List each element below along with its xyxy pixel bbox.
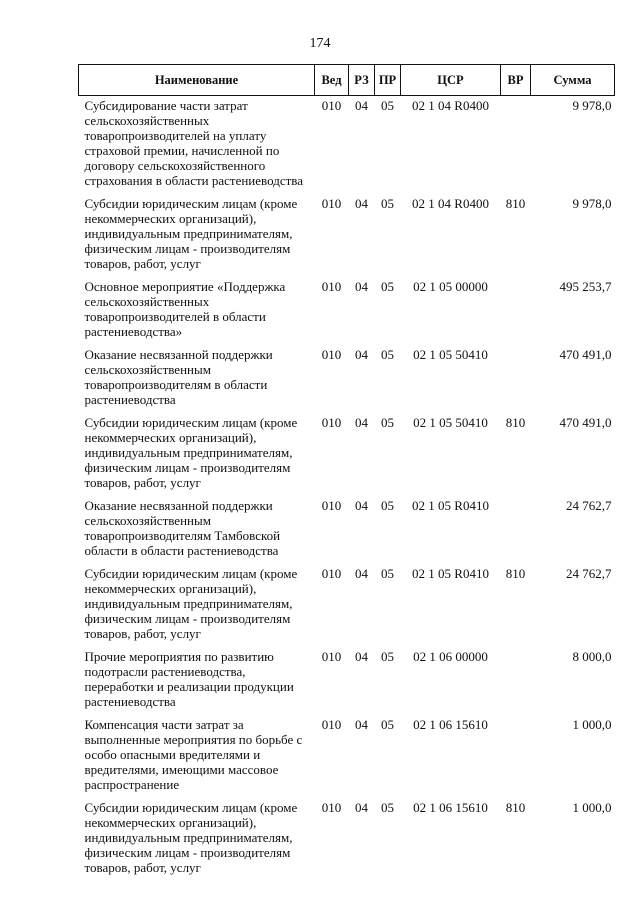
cell-sum: 24 762,7 (566, 566, 612, 581)
cell-ved: 010 (321, 415, 342, 430)
cell-vr (501, 496, 531, 564)
cell-pr: 05 (381, 279, 394, 294)
cell-vr (501, 647, 531, 715)
cell-csr: 02 1 04 R0400 (412, 98, 489, 113)
cell-pr: 05 (381, 196, 394, 211)
cell-vr (501, 715, 531, 798)
cell-rz: 04 (355, 649, 368, 664)
header-vr: ВР (501, 65, 531, 96)
header-ved: Вед (315, 65, 349, 96)
table-row (79, 647, 615, 715)
header-name: Наименование (79, 65, 315, 96)
table-row (79, 345, 615, 413)
table-row (79, 277, 615, 345)
header-rz: РЗ (349, 65, 375, 96)
cell-vr: 810 (505, 566, 526, 581)
header-csr: ЦСР (401, 65, 501, 96)
cell-csr: 02 1 05 50410 (413, 347, 488, 362)
cell-ved: 010 (321, 566, 342, 581)
cell-csr: 02 1 05 50410 (413, 415, 488, 430)
cell-csr: 02 1 05 R0410 (412, 566, 489, 581)
table-row (79, 413, 615, 496)
cell-ved: 010 (321, 717, 342, 732)
header-row (79, 65, 615, 96)
cell-name: Субсидирование части затрат сельскохозяйственных товаропроизводителей на уплату страховой премии, начисленной по договору сельскохозяйственного страхования в области растениеводства (84, 98, 304, 188)
cell-sum: 1 000,0 (572, 717, 612, 732)
cell-ved: 010 (321, 196, 342, 211)
cell-pr: 05 (381, 566, 394, 581)
cell-name: Субсидии юридическим лицам (кроме некоммерческих организаций), индивидуальным предпринимателям, физическим лицам - производителям товаров, работ, услуг (84, 196, 298, 271)
cell-pr: 05 (381, 717, 394, 732)
cell-csr: 02 1 04 R0400 (412, 196, 489, 211)
cell-csr: 02 1 05 R0410 (412, 498, 489, 513)
cell-ved: 010 (321, 498, 342, 513)
header-sum: Сумма (531, 65, 615, 96)
cell-pr: 05 (381, 347, 394, 362)
cell-csr: 02 1 06 00000 (413, 649, 488, 664)
cell-rz: 04 (355, 800, 368, 815)
cell-ved: 010 (321, 98, 342, 113)
cell-pr: 05 (381, 649, 394, 664)
cell-rz: 04 (355, 279, 368, 294)
cell-ved: 010 (321, 279, 342, 294)
cell-rz: 04 (355, 717, 368, 732)
cell-name: Прочие мероприятия по развитию подотрасли растениеводства, переработки и реализации продукции растениеводства (84, 649, 294, 709)
cell-csr: 02 1 06 15610 (413, 717, 488, 732)
cell-name: Субсидии юридическим лицам (кроме некоммерческих организаций), индивидуальным предпринимателям, физическим лицам - производителям товаров, работ, услуг (84, 415, 298, 490)
table-row (79, 194, 615, 277)
cell-sum: 24 762,7 (566, 498, 612, 513)
table-body (79, 96, 615, 882)
cell-csr: 02 1 05 00000 (413, 279, 488, 294)
cell-vr (501, 277, 531, 345)
cell-sum: 470 491,0 (559, 347, 612, 362)
cell-ved: 010 (321, 800, 342, 815)
table-header (79, 65, 615, 96)
cell-sum: 1 000,0 (572, 800, 612, 815)
cell-vr: 810 (505, 196, 526, 211)
table-row (79, 496, 615, 564)
page-number: 174 (309, 36, 331, 51)
budget-table (78, 64, 615, 881)
cell-rz: 04 (355, 347, 368, 362)
cell-rz: 04 (355, 566, 368, 581)
cell-pr: 05 (381, 415, 394, 430)
cell-rz: 04 (355, 415, 368, 430)
cell-name: Компенсация части затрат за выполненные мероприятия по борьбе с особо опасными вредителями и вредителями, имеющими массовое распространение (84, 717, 303, 792)
table-row (79, 798, 615, 881)
cell-vr (501, 345, 531, 413)
cell-name: Основное мероприятие «Поддержка сельскохозяйственных товаропроизводителей в области растениеводства» (84, 279, 286, 339)
table-row (79, 96, 615, 195)
cell-rz: 04 (355, 498, 368, 513)
cell-pr: 05 (381, 800, 394, 815)
cell-sum: 9 978,0 (572, 98, 612, 113)
header-pr: ПР (375, 65, 401, 96)
cell-name: Субсидии юридическим лицам (кроме некоммерческих организаций), индивидуальным предпринимателям, физическим лицам - производителям товаров, работ, услуг (84, 566, 298, 641)
cell-name: Субсидии юридическим лицам (кроме некоммерческих организаций), индивидуальным предпринимателям, физическим лицам - производителям товаров, работ, услуг (84, 800, 298, 875)
cell-vr: 810 (505, 800, 526, 815)
cell-sum: 470 491,0 (559, 415, 612, 430)
cell-sum: 9 978,0 (572, 196, 612, 211)
cell-vr: 810 (505, 415, 526, 430)
cell-rz: 04 (355, 196, 368, 211)
cell-name: Оказание несвязанной поддержки сельскохозяйственным товаропроизводителям Тамбовской области в области растениеводства (84, 498, 281, 558)
cell-rz: 04 (355, 98, 368, 113)
cell-csr: 02 1 06 15610 (413, 800, 488, 815)
cell-name: Оказание несвязанной поддержки сельскохозяйственным товаропроизводителям в области растениеводства (84, 347, 273, 407)
cell-sum: 495 253,7 (559, 279, 612, 294)
cell-sum: 8 000,0 (572, 649, 612, 664)
cell-ved: 010 (321, 649, 342, 664)
table-row (79, 715, 615, 798)
cell-vr (501, 96, 531, 195)
table-row (79, 564, 615, 647)
cell-pr: 05 (381, 98, 394, 113)
cell-ved: 010 (321, 347, 342, 362)
cell-pr: 05 (381, 498, 394, 513)
